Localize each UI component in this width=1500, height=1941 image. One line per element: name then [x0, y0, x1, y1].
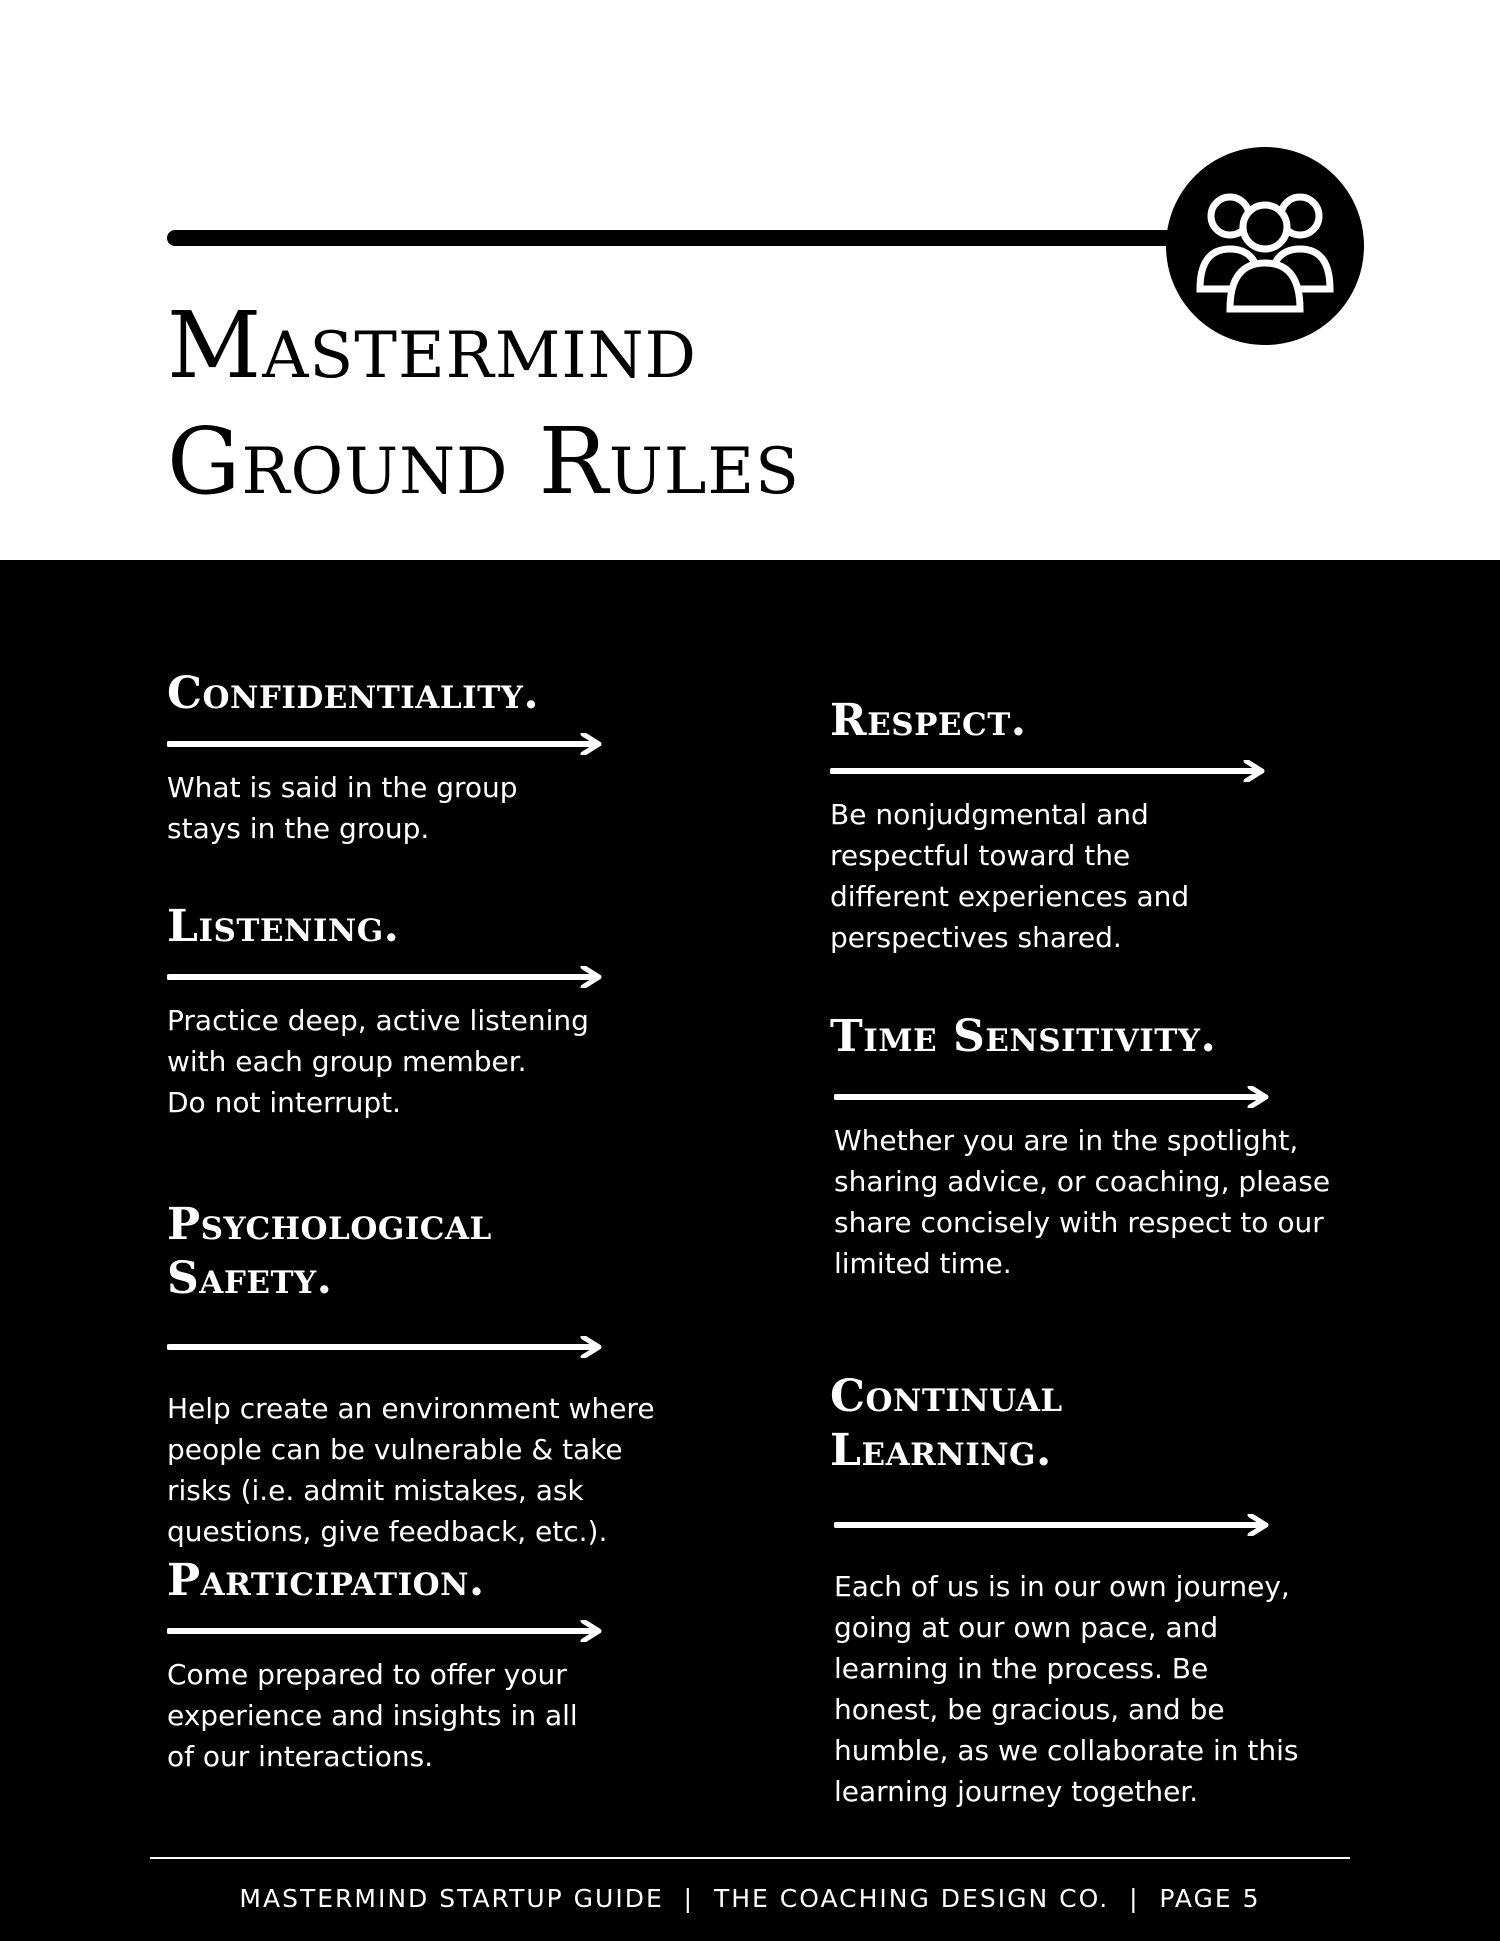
arrow-icon	[830, 760, 1270, 782]
arrow-icon	[167, 966, 607, 988]
rule-text: Practice deep, active listening with each group member. Do not interrupt.	[167, 1004, 589, 1119]
header-divider-line	[167, 230, 1182, 246]
rule-title: Listening.	[167, 901, 400, 952]
rule-psychological-safety	[167, 1180, 727, 1570]
title-line-2: Ground Rules	[167, 408, 800, 515]
page-footer: MASTERMIND STARTUP GUIDE | THE COACHING DESIGN CO. | PAGE 5	[239, 1884, 1261, 1913]
arrow-icon	[834, 1514, 1274, 1536]
rule-title: Time Sensitivity.	[830, 1011, 1217, 1062]
page-title	[167, 288, 800, 520]
rule-text: Whether you are in the spotlight, sharing advice, or coaching, please share concisely with respect to our limited time.	[834, 1124, 1331, 1280]
rule-time-sensitivity	[830, 1010, 1390, 1284]
rule-text: Help create an environment where people can be vulnerable & take risks (i.e. admit mistakes, ask questions, give feedback, etc.).	[167, 1392, 655, 1548]
arrow-icon	[167, 1336, 607, 1358]
rule-continual-learning	[830, 1352, 1390, 1830]
rule-title: Psychological Safety.	[167, 1199, 492, 1304]
arrow-icon	[167, 733, 607, 755]
header-section	[0, 0, 1500, 560]
rule-title: Confidentiality.	[167, 668, 540, 719]
rule-text: Be nonjudgmental and respectful toward the different experiences and perspectives shared.	[830, 798, 1190, 954]
title-line-1: Mastermind	[167, 292, 697, 399]
footer-divider-line	[150, 1857, 1350, 1859]
rule-listening	[167, 900, 727, 1123]
rule-title: Respect.	[830, 695, 1027, 746]
arrow-icon	[167, 1620, 607, 1642]
rule-title: Participation.	[167, 1555, 485, 1606]
rule-text: What is said in the group stays in the group.	[167, 771, 518, 845]
rule-text: Come prepared to offer your experience and insights in all of our interactions.	[167, 1658, 578, 1773]
arrow-icon	[834, 1086, 1274, 1108]
rule-confidentiality	[167, 667, 727, 849]
group-people-icon	[1166, 147, 1364, 345]
rule-participation	[167, 1554, 727, 1777]
rule-text: Each of us is in our own journey, going at our own pace, and learning in the process. Be honest, be gracious, and be humble, as we collaborate in this learning journey together.	[834, 1570, 1299, 1808]
rule-respect	[830, 694, 1390, 958]
rule-title: Continual Learning.	[830, 1371, 1063, 1476]
